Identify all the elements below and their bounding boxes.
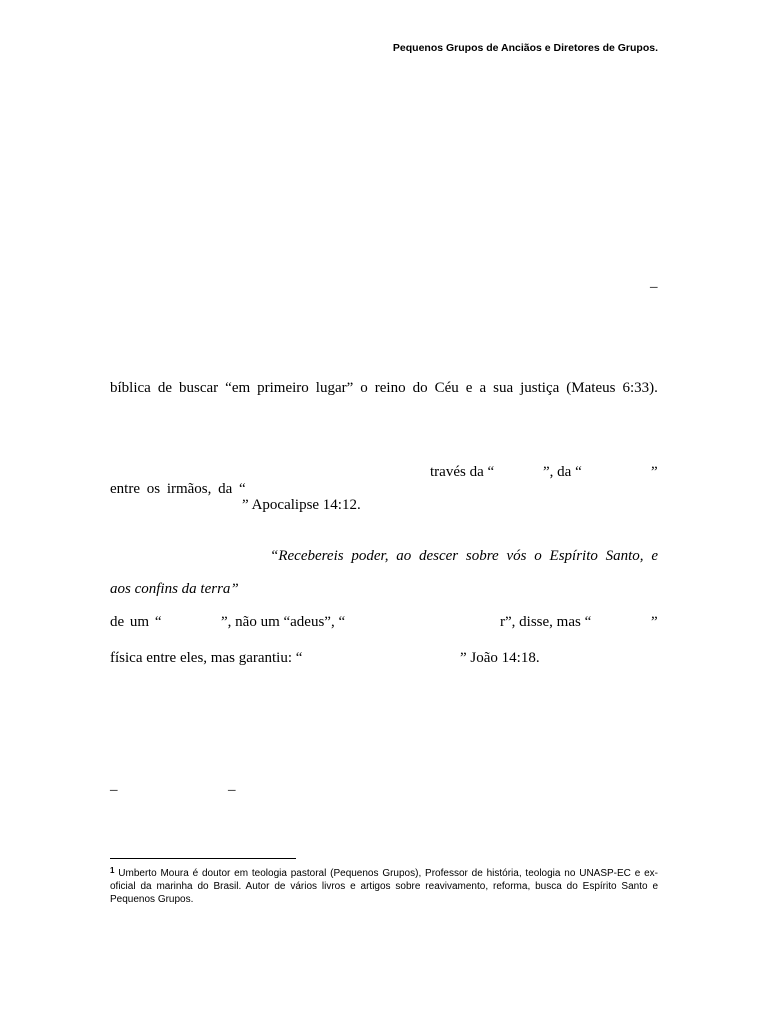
word: (Mateus bbox=[566, 380, 616, 396]
word: 6:33). bbox=[622, 380, 658, 396]
word: a bbox=[479, 380, 487, 396]
word: do bbox=[412, 380, 428, 396]
word: justiça bbox=[520, 380, 560, 396]
word: sua bbox=[493, 380, 514, 396]
paragraph-line-1 bbox=[110, 380, 658, 400]
line7-fragment-c: r”, disse, mas “ bbox=[500, 614, 592, 630]
footnote-text: Umberto Moura é doutor em teologia pastoral (Pequenos Grupos), Professor de história, teologia no UNASP-EC e ex- oficial da marinha do Brasil. Autor de vários livros e artigos sobre reavivamento, reforma, busca do Espírito Santo e Pequenos Grupos. bbox=[110, 868, 658, 905]
word: “em bbox=[225, 380, 251, 396]
line2-fragment-b: ”, da “ bbox=[543, 464, 582, 480]
footnote-number: 1 bbox=[110, 866, 115, 875]
line3-fragment: entre os irmãos, da “ bbox=[110, 481, 246, 497]
word: e bbox=[465, 380, 473, 396]
footnote-separator bbox=[110, 858, 296, 859]
word: reino bbox=[374, 380, 406, 396]
line2-fragment-c: ” bbox=[651, 464, 658, 480]
dash-mark-left: – bbox=[110, 782, 118, 798]
line4-fragment: ” Apocalipse 14:12. bbox=[242, 497, 361, 513]
footnote bbox=[110, 864, 658, 906]
line8-fragment-a: física entre eles, mas garantiu: “ bbox=[110, 650, 303, 666]
quote-line-1: “Recebereis poder, ao descer sobre vós o Espírito Santo, e bbox=[270, 548, 658, 564]
word: primeiro bbox=[257, 380, 309, 396]
line7-fragment-b: ”, não um “adeus”, “ bbox=[221, 614, 346, 630]
line7-fragment-a: de um “ bbox=[110, 614, 162, 630]
word: bíblica bbox=[110, 380, 151, 396]
quote-line-2: aos confins da terra” bbox=[110, 581, 239, 597]
running-header: Pequenos Grupos de Anciãos e Diretores de Grupos. bbox=[392, 42, 658, 54]
word: Céu bbox=[434, 380, 459, 396]
line7-fragment-d: ” bbox=[651, 614, 658, 630]
word: buscar bbox=[179, 380, 219, 396]
line8-fragment-b: ” João 14:18. bbox=[460, 650, 540, 666]
word: o bbox=[360, 380, 368, 396]
word: lugar” bbox=[315, 380, 354, 396]
dash-mark: – bbox=[650, 279, 658, 295]
line2-fragment-a: través da “ bbox=[430, 464, 495, 480]
word: de bbox=[157, 380, 172, 396]
dash-mark-right: – bbox=[228, 782, 236, 798]
